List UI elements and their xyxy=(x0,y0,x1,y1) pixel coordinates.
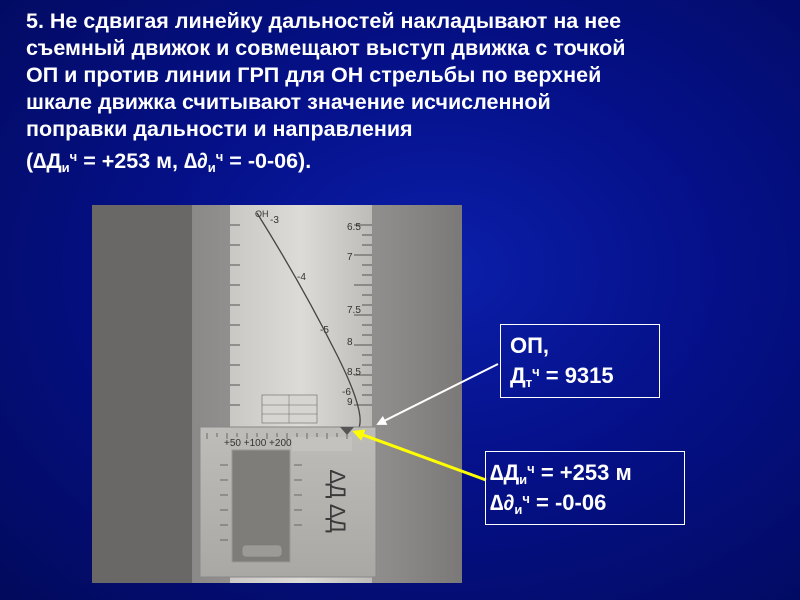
instruction-line-1: 5. Не сдвигая линейку дальностей накладывают на нее xyxy=(26,9,622,33)
ruler-on-label: ОН xyxy=(255,209,269,219)
op-range-sup: ч xyxy=(532,364,540,379)
ruler-number: -6 xyxy=(342,387,351,398)
formula-range-sup: ч xyxy=(69,149,78,164)
corr-range-sub: и xyxy=(519,472,528,487)
ruler-number: 6.5 xyxy=(347,222,361,233)
callout-op-line2 xyxy=(510,363,614,390)
ruler-number: 9 xyxy=(347,397,353,408)
photo-shadow xyxy=(92,205,192,583)
instruction-text xyxy=(26,8,796,181)
corr-dir-sub: и xyxy=(514,502,523,517)
callout-op-line1: ОП, xyxy=(510,333,550,358)
formula-close: ). xyxy=(298,149,312,173)
ruler-photo xyxy=(92,205,462,583)
corr-range-symbol: ∆Д xyxy=(490,460,520,485)
op-range-value: = 9315 xyxy=(539,363,614,388)
formula-dir-sub: и xyxy=(207,160,216,175)
ruler-number: 7 xyxy=(347,252,353,263)
instruction-formula xyxy=(26,143,796,181)
corr-dir-value: = -0-06 xyxy=(529,490,607,515)
formula-range-value: = +253 м, xyxy=(77,149,184,173)
op-range-sub: т xyxy=(525,375,533,390)
formula-range-sub: и xyxy=(61,160,70,175)
callout-corr-dir xyxy=(490,490,606,517)
corr-range-value: = +253 м xyxy=(534,460,632,485)
slider-vertical-text: ∆Д ∆Д xyxy=(325,470,350,533)
ruler-number: -3 xyxy=(270,215,279,226)
formula-range-symbol: ∆Д xyxy=(33,149,62,173)
corr-dir-symbol: ∆∂ xyxy=(490,490,515,515)
slider-top-scale-bg xyxy=(292,437,352,451)
op-range-symbol: Д xyxy=(510,363,526,388)
slider-handle xyxy=(242,545,282,557)
ruler-illustration xyxy=(92,205,462,583)
formula-dir-sup: ч xyxy=(215,149,224,164)
formula-dir-value: = -0-06 xyxy=(223,149,299,173)
ruler-number: -5 xyxy=(320,325,329,336)
instruction-line-4: шкале движка считывают значение исчисленной xyxy=(26,90,551,114)
ruler-number: 8.5 xyxy=(347,367,361,378)
slider-top-scale: +50 +100 +200 xyxy=(224,438,292,449)
instruction-line-5: поправки дальности и направления xyxy=(26,117,413,141)
corr-range-sup: ч xyxy=(527,461,535,476)
instruction-line-2: съемный движок и совмещают выступ движка с точкой xyxy=(26,36,626,60)
corr-dir-sup: ч xyxy=(522,491,530,506)
callout-op xyxy=(500,324,660,398)
ruler-number: 8 xyxy=(347,337,353,348)
formula-open: ( xyxy=(26,149,34,173)
callout-corr-range xyxy=(490,460,632,487)
ruler-table xyxy=(262,395,317,423)
instruction-line-3: ОП и против линии ГРП для ОН стрельбы по верхней xyxy=(26,63,602,87)
callout-correction xyxy=(485,451,685,525)
ruler-number: 7.5 xyxy=(347,305,361,316)
formula-dir-symbol: ∆∂ xyxy=(183,149,208,173)
ruler-number: -4 xyxy=(297,272,306,283)
